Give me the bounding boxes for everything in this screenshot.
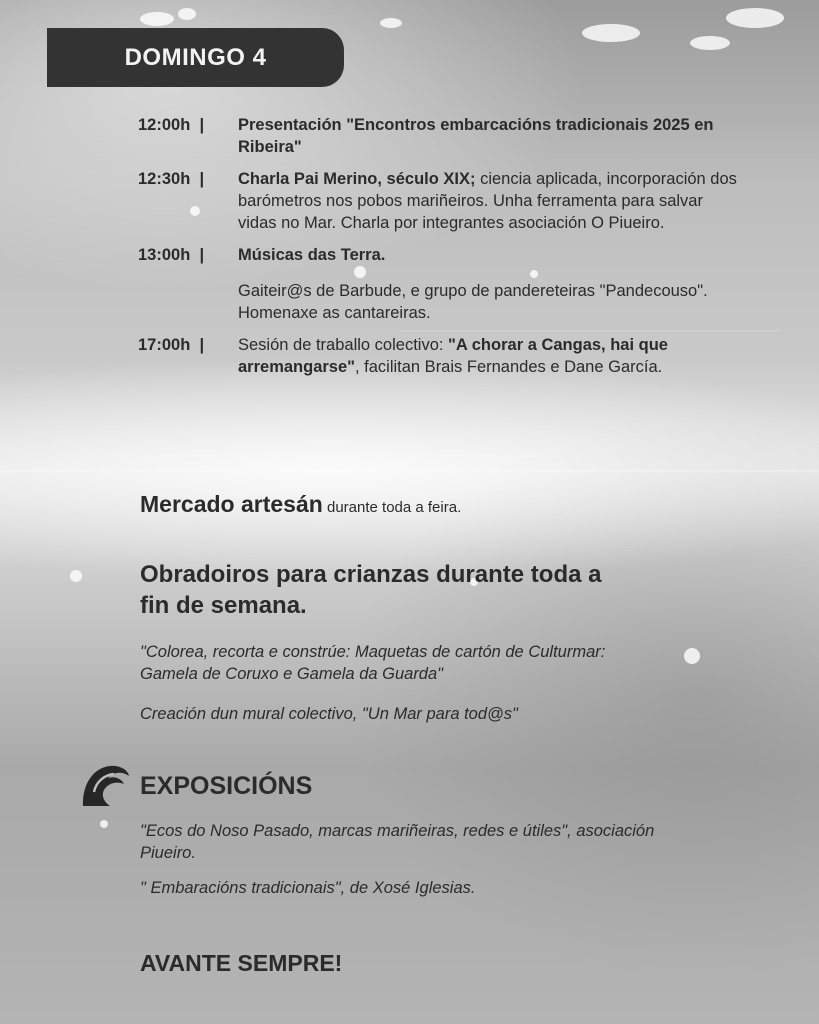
exhibition-item: "Ecos do Noso Pasado, marcas mariñeiras, redes e útiles", asociación Piueiro. xyxy=(140,822,655,862)
wave-icon xyxy=(80,762,130,808)
schedule-time: 13:00h | xyxy=(138,246,205,264)
schedule-title: Presentación "Encontros embarcacións tradicionais 2025 en Ribeira" xyxy=(238,116,714,156)
schedule-item xyxy=(138,244,738,266)
schedule-title: "A chorar a Cangas, hai que arremangarse" xyxy=(238,336,668,376)
workshop-item: Creación dun mural colectivo, "Un Mar para tod@s" xyxy=(140,705,518,723)
exhibition-item: " Embaracións tradicionais", de Xosé Iglesias. xyxy=(140,879,476,897)
schedule-list xyxy=(138,114,738,378)
schedule-item xyxy=(138,168,738,234)
schedule-description: ciencia aplicada, incorporación dos barómetros nos pobos mariñeiros. Unha ferramenta para salvar vidas no Mar. Charla por integrantes asociación O Piueiro. xyxy=(238,170,737,232)
schedule-description: Gaiteir@s de Barbude, e grupo de pandereteiras "Pandecouso". Homenaxe as cantareiras. xyxy=(238,282,708,322)
schedule-item xyxy=(138,114,738,158)
closing-slogan: AVANTE SEMPRE! xyxy=(140,950,343,976)
day-header xyxy=(47,28,344,87)
schedule-item xyxy=(138,280,738,324)
schedule-time: 12:30h | xyxy=(138,170,205,188)
schedule-time: 17:00h | xyxy=(138,336,205,354)
schedule-time: 12:00h | xyxy=(138,116,205,134)
workshop-item: "Colorea, recorta e constrúe: Maquetas de cartón de Culturmar: Gamela de Coruxo e Gamela da Guarda" xyxy=(140,643,606,683)
exhibitions-heading: EXPOSICIÓNS xyxy=(140,772,313,800)
schedule-title: Charla Pai Merino, século XIX; xyxy=(238,170,476,188)
schedule-title: Músicas das Terra. xyxy=(238,246,386,264)
market-heading: Mercado artesán durante toda a feira. xyxy=(140,491,462,517)
day-title: DOMINGO 4 xyxy=(124,43,267,71)
workshops-heading: Obradoiros para crianzas durante toda a fin de semana. xyxy=(140,561,602,619)
schedule-item: 17:00h | Sesión de traballo colectivo: "A chorar a Cangas, hai que arremangarse", facilitan Brais Fernandes e Dane García. xyxy=(138,336,668,376)
